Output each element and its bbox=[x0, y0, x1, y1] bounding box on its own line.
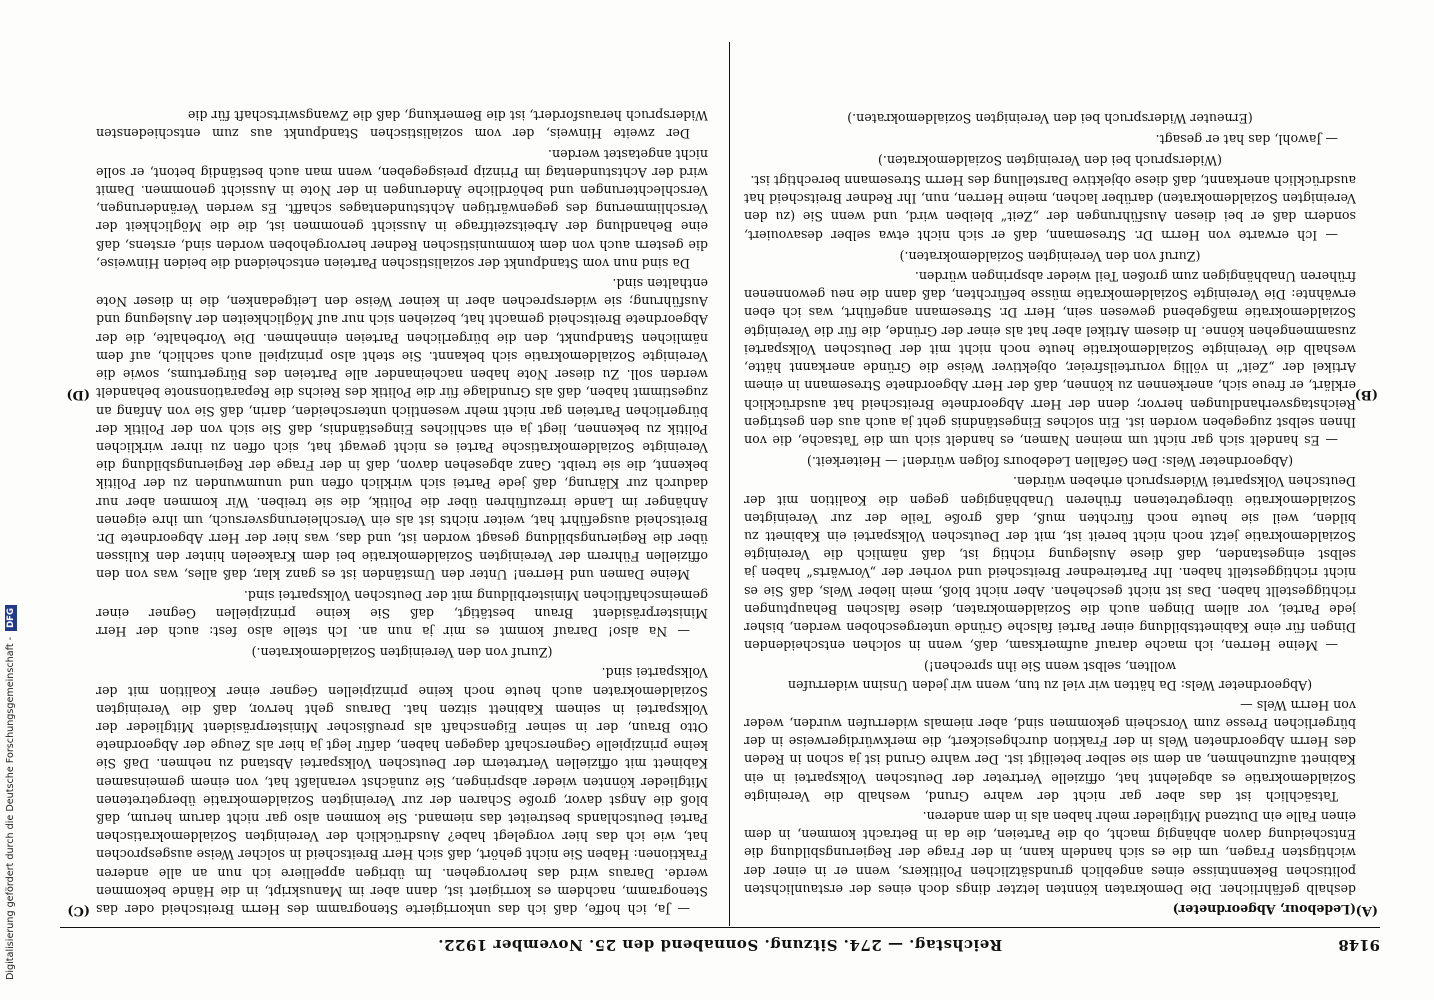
paragraph: Der zweite Hinweis, der vom sozialistischen Standpunkt aus zum entschiedensten Widerspruch herausfordert, ist die Bemerkung, daß die Zwangswirtschaft für die bbox=[96, 108, 708, 142]
margin-marker-d: (D) bbox=[66, 387, 90, 402]
interjection: (Zuruf von den Vereinigten Sozialdemokraten.) bbox=[251, 645, 553, 661]
interjection: (Widerspruch bei den Vereinigten Sozialdemokraten.) bbox=[877, 152, 1223, 168]
page-number: 9148 bbox=[1338, 936, 1380, 954]
credit-text: Digitalisierung gefördert durch die Deutsche Forschungsgemeinschaft - bbox=[5, 636, 16, 980]
rotated-sheet bbox=[60, 42, 1380, 962]
paragraph: deshalb gefährlicher. Die Demokraten könnten letzter dings doch eines der erstaunlichsten politischen Bekenntnisse eines angeblich grundsätzlichen Politikers, wenn er in einer der wichtigsten Fragen, um die es sich handeln kann, in der Frage der Regierungsbildung die Entscheidung davon abhängig macht, ob die Parteien, die da in Betracht kommen, in dem einen Falle ein Dutzend Mitglieder mehr haben als in dem anderen. bbox=[744, 808, 1356, 897]
digitization-credit bbox=[4, 40, 18, 980]
margin-marker-a: (A) bbox=[1355, 903, 1378, 918]
right-column bbox=[96, 48, 708, 918]
paragraph: Tatsächlich ist das aber gar nicht der wahre Grund, weshalb die Vereinigte Sozialdemokratie es abgelehnt hat, offizielle Vertreter der Deutschen Volkspartei in ein Kabinett aufzunehmen, an dem sie selber beteiligt ist. Der wahre Grund ist ja schon in Reden des Herrn Abgeordneten Wels in der Fraktion durchgesickert, die merkwürdigerweise in der bürgerlichen Presse zum Vorschein gekommen sind, aber niemals widerrufen wurden, weder von Herrn Wels — bbox=[744, 697, 1356, 804]
paragraph: — Jawohl, das hat er gesagt. bbox=[1155, 131, 1338, 147]
page-header bbox=[60, 927, 1380, 962]
paragraph: — Ich erwarte von Herrn Dr. Stresemann, daß er sich nicht etwa selber desavouiert, sondern daß er bei diesen Ausführungen der „Zeit“ bleiben wird, und wenn Sie (zu den Vereinigten Sozialdemokraten) darüber lachen, meine Herren, nun, Ihr Redner Breitscheid hat ausdrücklich anerkannt, daß diese objektive Darstellung des Herrn Stresemann berechtigt ist. bbox=[744, 173, 1356, 243]
speaker-line: (Ledebour, Abgeordneter) bbox=[1172, 902, 1356, 917]
interjection: (Abgeordneter Wels: Den Gefallen Ledebours folgen würden! — Heiterkeit.) bbox=[806, 454, 1294, 470]
paragraph: — Ja, ich hoffe, daß ich das unkorrigierte Stenogramm des Herrn Breitscheid oder das Stenogramm, nachdem es korrigiert ist, dann aber im Manuskript, in die Hände bekommen werde. Daraus wird das hervorgehen. Im übrigen appelliere ich nun an alle anderen Fraktionen: Haben Sie nicht gehört, daß sich Herr Breitscheid in solcher Weise ausgesprochen hat, wie ich das hier vorgelegt habe? Ausdrücklich der Vereinigten Sozialdemokratischen Partei Deutschlands bestreitet das niemand. Sie kommen also gar nicht darum herum, daß bloß die Angst davor, große Scharen der zur Vereinigten Sozialdemokratie übergetretenen Mitglieder könnten wieder abspringen, Sie zunächst veranlaßt hat, von einem gemeinsamen Kabinett mit offiziellen Vertretern der Deutschen Volkspartei Abstand zu nehmen. Daß Sie keine prinzipielle Gegnerschaft dagegen haben, dafür legt ja hier als Zeuge der Abgeordnete Otto Braun, der in seiner Eigenschaft als preußischer Ministerpräsident Mitglieder der Volkspartei in seinem Kabinett sitzen hat. Daraus geht hervor, daß die Vereinigten Sozialdemokraten auch heute noch keine prinzipiellen Gegner einer Koalition mit der Volkspartei sind. bbox=[96, 665, 708, 917]
interjection: (Abgeordneter Wels: Da hätten wir viel zu tun, wenn wir jeden Unsinn widerrufen wollten, selbst wenn Sie ihn sprechen!) bbox=[787, 659, 1313, 693]
page-title: Reichstag. — 274. Sitzung. Sonnabend den 25. November 1922. bbox=[437, 936, 1003, 954]
dfg-logo: DFG bbox=[5, 605, 17, 631]
left-column bbox=[744, 48, 1356, 918]
paragraph: — Na also! Darauf kommt es mir ja nun an. Ich stelle also fest: auch der Herr Ministerpräsident Braun bestätigt, daß Sie keine prinzipiellen Gegner einer gemeinschaftlichen Ministerbildung mit der Deutschen Volkspartei sind. bbox=[96, 587, 708, 639]
interjection: (Zuruf von den Vereinigten Sozialdemokraten.) bbox=[899, 248, 1201, 264]
paragraph: Da sind nun vom Standpunkt der sozialistischen Parteien entscheidend die beiden Hinweise, die gestern auch von dem kommunistischen Redner hervorgehoben worden sind, erstens, daß eine Behandlung der Arbeitszeitfrage in Aussicht genommen ist, die die Möglichkeit der Verschlimmerung des gegenwärtigen Achtstundentages schafft. Es werden Veränderungen, Verschlechterungen und behördliche Änderungen in der Note in Aussicht genommen. Damit wird der Achtstundentag im Prinzip preisgegeben, wenn man auch beständig betont, er solle nicht angetastet werden. bbox=[96, 146, 708, 271]
margin-marker-b: (B) bbox=[1354, 387, 1378, 402]
column-divider bbox=[729, 42, 730, 926]
paragraph: — Es handelt sich gar nicht um meinen Namen, es handelt sich um die Tatsache, die von Ihnen selbst zugegeben worden ist. Ein solches Eingeständnis geht ja auch aus den gestrigen Reichstagsverhandlungen hervor; denn der Herr Abgeordnete Breitscheid hat ausdrücklich erklärt, er freue sich, anerkennen zu können, daß der Herr Abgeordnete Stresemann in einem Artikel der „Zeit“ in völlig vorurteilsfreier, objektiver Weise die Gründe anerkannt hätte, weshalb die Vereinigte Sozialdemokratie heute noch nicht mit der Deutschen Volkspartei zusammengehen könne. In diesem Artikel aber hat als einer der Gründe, die für die Vereinigte Sozialdemokratie maßgebend gewesen sein, Herr Dr. Stresemann angeführt, was ich eben erwähnte: Die Vereinigte Sozialdemokratie müsse befürchten, daß dann die neu gewonnenen früheren Unabhängigen zum großen Teil wieder abspringen würden. bbox=[744, 269, 1356, 448]
margin-marker-c: (C) bbox=[67, 903, 90, 918]
paragraph: — Meine Herren, ich mache darauf aufmerksam, daß, wenn in solchen entscheidenden Dingen für eine Kabinettsbildung einer Partei falsche Gründe untergeschoben werden, bisher jede Partei, vor allem Dingen auch die Sozialdemokraten, diese falschen Behauptungen richtiggestellt haben. Das ist nicht geschehen. Aber nicht bloß, mein lieber Wels, daß Sie es nicht richtiggestellt haben. Ihr Parteiredner Breitscheid und vorher der „Vorwärts“ haben ja selbst eingestanden, daß diese Auslegung richtig ist, daß nämlich die Vereinigte Sozialdemokratie jetzt noch nicht bereit ist, mit der Deutschen Volkspartei ein Kabinett zu bilden, weil sie heute noch fürchten muß, daß große Teile der zur Vereinigten Sozialdemokratie übergetretenen früheren Unabhängigen gegen die Koalition mit der Deutschen Volkspartei Widerspruch erheben würden. bbox=[744, 474, 1356, 654]
interjection: (Erneuter Widerspruch bei den Vereinigten Sozialdemokraten.) bbox=[847, 111, 1253, 127]
paragraph: Meine Damen und Herren! Unter den Umständen ist es ganz klar, daß alles, was von den offiziellen Führern der Vereinigten Sozialdemokratie bei dem Krakeelen hinter den Kulissen über die Regierungsbildung gesagt worden ist, und das, was hier der Herr Abgeordnete Dr. Breitscheid ausgeführt hat, weiter nichts ist als ein Verschleierungsversuch, um ihre eigenen Anhänger im Lande irrezuführen über die Politik, die sie treiben. Wir kommen aber nur dadurch zur Klärung, daß jede Partei sich wirklich offen und unumwunden zu der Politik bekennt, die sie treibt. Ganz abgesehen davon, daß in der Frage der Regierungsbildung die Vereinigte Sozialdemokratische Partei es nicht gewagt hat, sich offen zu ihrer wirklichen Politik zu bekennen, liegt ja ein sachliches Eingeständnis, daß Sie sich von der Politik der bürgerlichen Parteien gar nicht mehr wesentlich unterscheiden, darin, daß Sie von Anfang an zugestimmt haben, daß als Grundlage für die Politik des Reichs die Reparationsnote behandelt werden soll. Zu dieser Note haben nacheinander alle Parteien des Bürgertums, sowie die Vereinigte Sozialdemokratie sich bekannt. Sie steht also prinzipiell auch sachlich, auf dem nämlichen Standpunkt, den die bürgerlichen Parteien einnehmen. Die Vorbehalte, die der Abgeordnete Breitscheid gemacht hat, beziehen sich nur auf Möglichkeiten der Auslegung und Ausführung; sie widersprechen aber in keiner Weise den Leitgedanken, die in dieser Note enthalten sind. bbox=[96, 276, 708, 583]
